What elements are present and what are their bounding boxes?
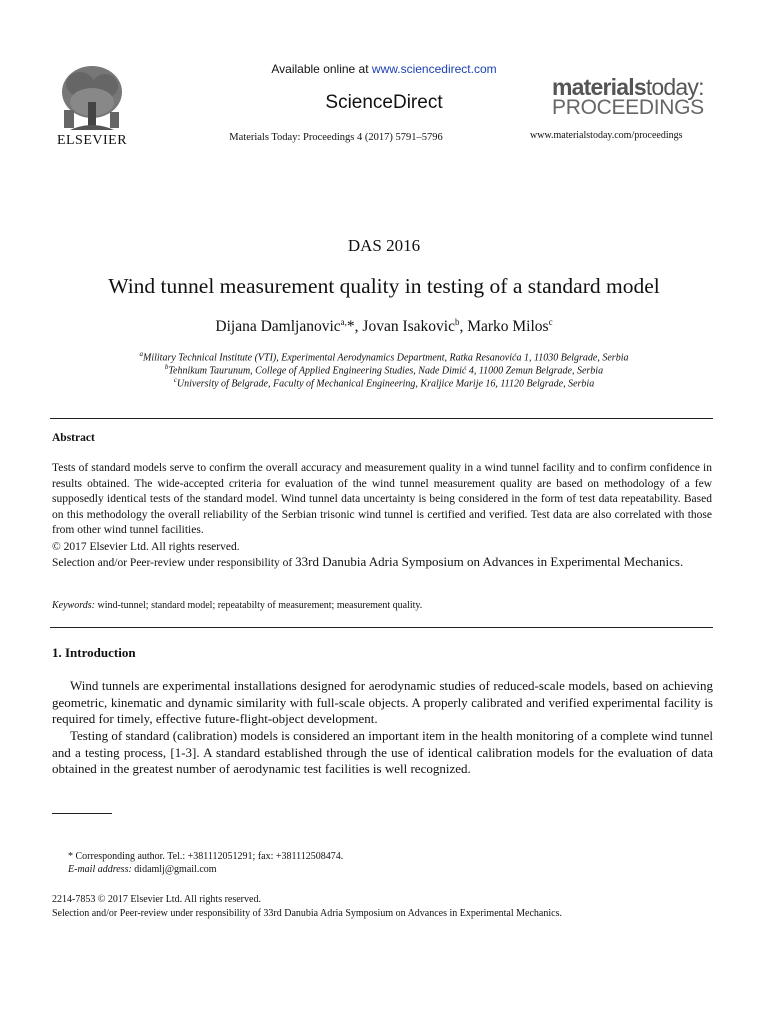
journal-url-link[interactable]: www.materialstoday.com/proceedings [530, 130, 683, 141]
footer-peer-review: Selection and/or Peer-review under responsibility of 33rd Danubia Adria Symposium on Advances in Experimental Mechanics. [52, 908, 562, 919]
issn-line: 2214-7853 © 2017 Elsevier Ltd. All rights reserved. [52, 894, 261, 905]
footnote-divider [52, 813, 112, 814]
author-mark: * [346, 318, 355, 336]
peer-prefix: Selection and/or Peer-review under responsibility of [52, 557, 296, 569]
conference-name: DAS 2016 [347, 236, 421, 255]
journal-logo-bold: materials [552, 74, 646, 100]
affiliation [0, 376, 768, 389]
email-line [68, 863, 217, 876]
affiliation-sup: c [173, 376, 177, 384]
affiliation-text: University of Belgrade, Faculty of Mechanical Engineering, Kraljice Marije 16, 11120 Belgrade, Serbia [176, 378, 595, 390]
journal-reference: Materials Today: Proceedings 4 (2017) 5791–5796 [229, 132, 443, 143]
author-separator: , [354, 318, 363, 336]
corresponding-author: * Corresponding author. Tel.: +381112051291; fax: +381112508474. [68, 851, 344, 862]
intro-paragraph: Wind tunnels are experimental installations designed for aerodynamic studies of reduced-scale models, based on achieving geometric, kinematic and dynamic similarity with full-scale objects. A properly calibrated and verified experimental facility is required for timely, effective future-flight-object development. [52, 678, 713, 726]
peer-symposium: 33rd Danubia Adria Symposium on Advances in Experimental Mechanics. [295, 554, 684, 569]
affiliation-text: Tehnikum Taurunum, College of Applied Engineering Studies, Nade Dimić 4, 11000 Zemun Belgrade, Serbia [168, 365, 604, 377]
abstract-text: Tests of standard models serve to confirm the overall accuracy and measurement quality in a wind tunnel facility and to confirm confidence in results obtained. The wide-accepted criteria for evaluation of the wind tunnel measurement quality are based on methodology of a few supposedly identical tests of the standard model. Wind tunnel data uncertainty is being considered in the form of test data repeatability. Based on this methodology the overall reliability of the Serbian trisonic wind tunnel is certified and verified. Test data are also correlated with those from other wind tunnel facilities. [52, 462, 712, 536]
abstract-heading: Abstract [52, 432, 95, 444]
author-name: Jovan Isakovic [362, 318, 455, 336]
peer-review-statement [52, 554, 712, 572]
platform-name: ScienceDirect [325, 92, 443, 113]
available-prefix: Available online at [271, 62, 372, 76]
affiliation [0, 350, 768, 363]
publisher-logo-text: ELSEVIER [56, 133, 128, 148]
sciencedirect-link[interactable]: www.sciencedirect.com [371, 62, 497, 76]
keywords-label: Keywords: [52, 600, 95, 611]
keywords [52, 600, 422, 611]
affiliation [0, 363, 768, 376]
journal-logo-sub: PROCEEDINGS [552, 96, 704, 119]
author-name: Marko Milos [467, 318, 549, 336]
email-address: didamlj@gmail.com [131, 864, 217, 875]
author-affil-sup: b [454, 317, 460, 327]
abstract-copyright: © 2017 Elsevier Ltd. All rights reserved. [52, 541, 240, 553]
author-affil-sup: a, [340, 317, 347, 327]
email-label: E-mail address: [68, 864, 132, 875]
journal-logo [552, 76, 712, 118]
divider [50, 627, 713, 628]
affiliation-sup: a [139, 350, 144, 358]
journal-logo-light: today: [645, 74, 704, 100]
affiliation-text: Military Technical Institute (VTI), Experimental Aerodynamics Department, Ratka Resanovića 1, 11030 Belgrade, Serbia [143, 352, 629, 364]
keywords-list: wind-tunnel; standard model; repeatabilty of measurement; measurement quality. [94, 600, 423, 611]
author-list [0, 317, 768, 336]
section-heading: 1. Introduction [52, 645, 136, 660]
author-affil-sup: c [548, 317, 553, 327]
author-name: Dijana Damljanovic [215, 318, 341, 336]
divider [50, 418, 713, 419]
author-separator: , [459, 318, 468, 336]
paper-title: Wind tunnel measurement quality in testing of a standard model [108, 274, 660, 298]
intro-paragraph: Testing of standard (calibration) models is considered an important item in the health monitoring of a complete wind tunnel and a testing process, [1-3]. A standard established through the use of identical calibration models for the evaluation of data obtained in the greatest number of aerodynamic test facilities is well recognized. [52, 728, 713, 776]
affiliation-sup: b [164, 363, 169, 371]
